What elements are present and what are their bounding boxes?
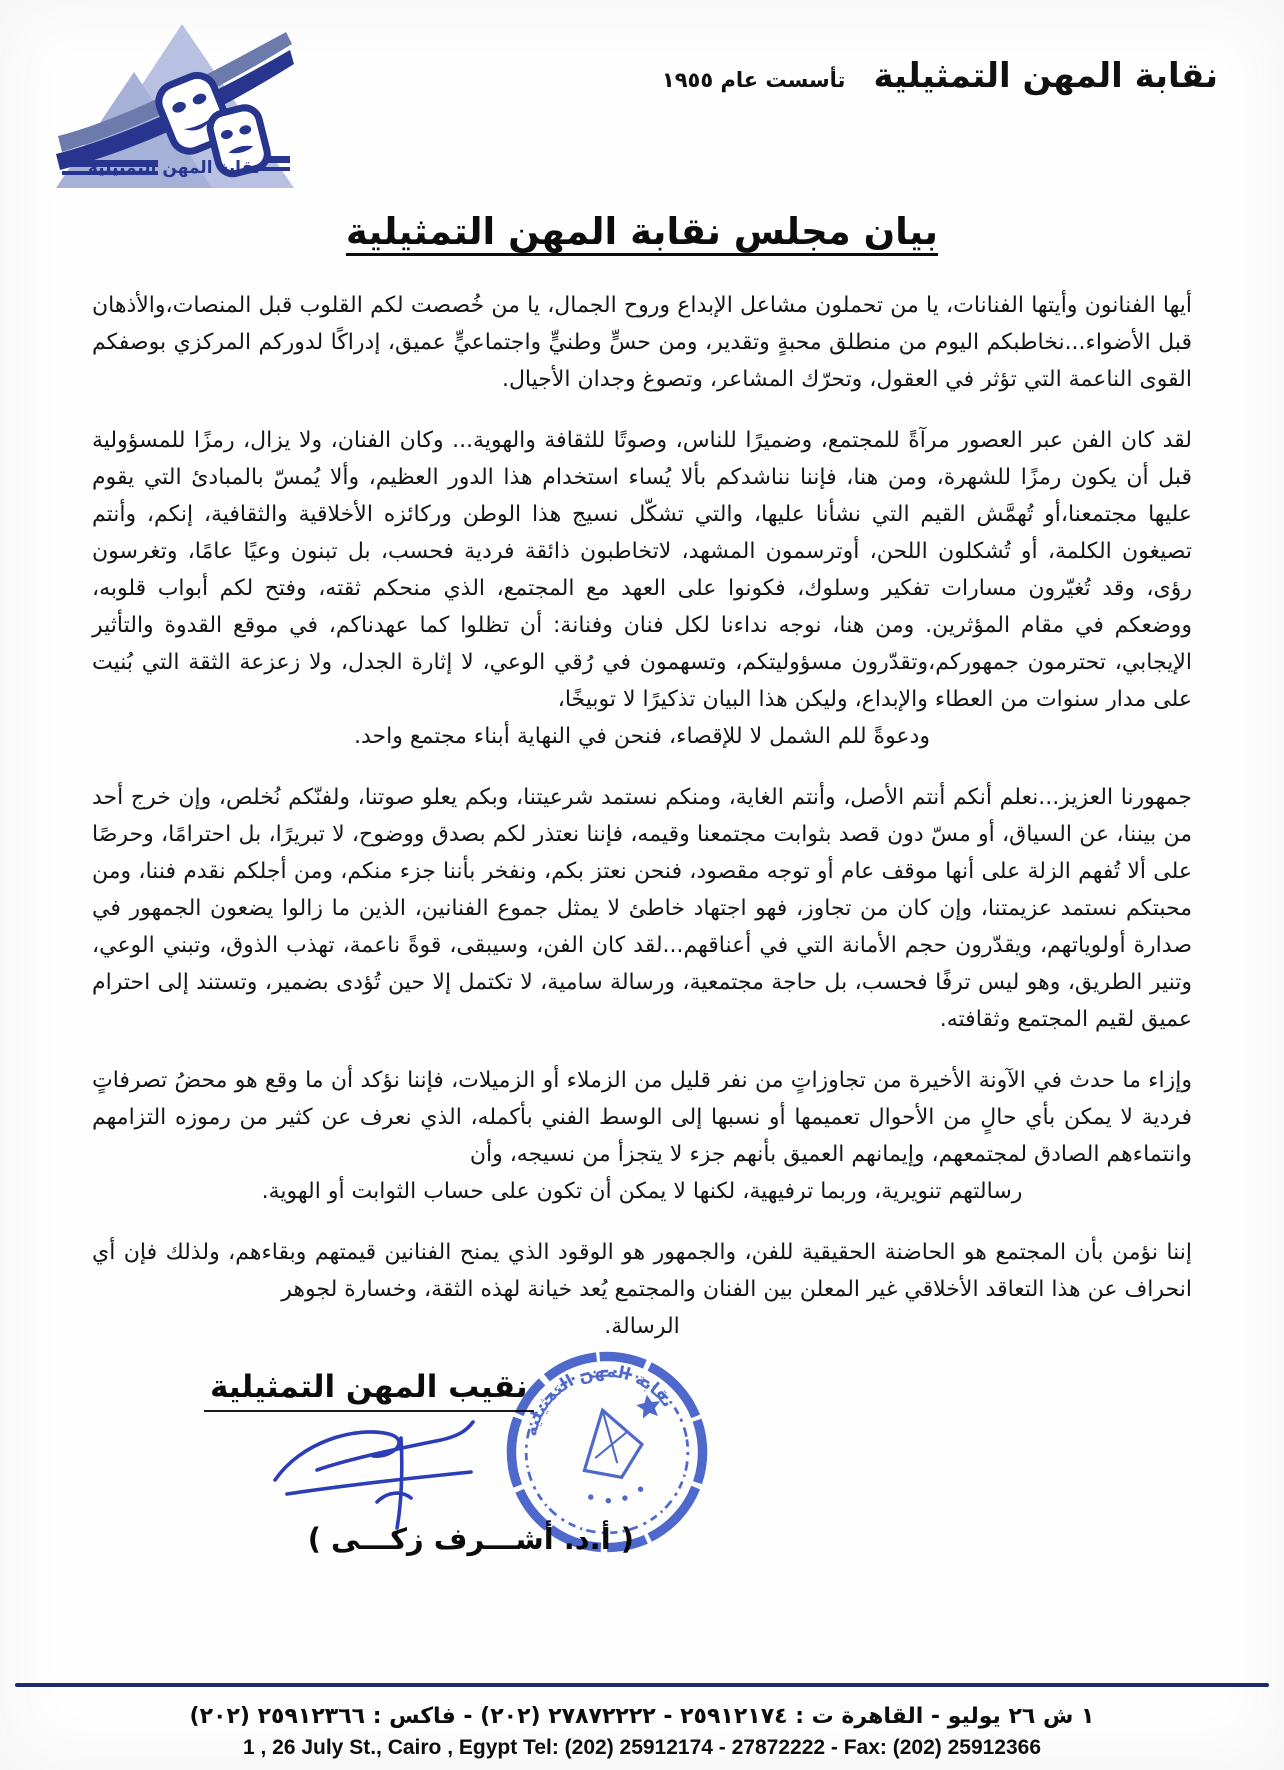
footer-divider — [15, 1683, 1269, 1688]
signature-block — [204, 1360, 864, 1594]
paragraph: أيها الفنانون وأيتها الفنانات، يا من تحملون مشاعل الإبداع وروح الجمال، يا من خُصصت لكم القلوب قبل المنصات،والأذهان قبل الأضواء...نخاطبكم اليوم من منطلق محبةٍ وتقدير، ومن حسٍّ وطنيٍّ واجتماعيٍّ عميق، إدراكًا لدوركم المركزي بوصفكم القوى الناعمة التي تؤثر في العقول، وتحرّك المشاعر، وتصوغ وجدان الأجيال. — [92, 293, 1192, 392]
footer-contact-arabic: ١ ش ٢٦ يوليو - القاهرة ت : ٢٥٩١٢١٧٤ - ٢٧٨٧٢٢٢٢ (٢٠٢) - فاكس : ٢٥٩١٢٣٦٦ (٢٠٢) — [189, 1704, 1095, 1729]
paragraph: وإزاء ما حدث في الآونة الأخيرة من تجاوزاتٍ من نفر قليل من الزملاء أو الزميلات، فإننا نؤكد أن ما وقع هو محضُ تصرفاتٍ فردية لا يمكن بأي حالٍ من الأحوال تعميمها أو نسبها إلى الوسط الفني بأكمله، الذي نعرف عن كثير من رموزه التزامهم وانتماءهم الصادق لمجتمعهم، وإيمانهم العميق بأنهم جزء لا يتجزأ من نسيجه، وأن رسالتهم تنويرية، وربما ترفيهية، لكنها لا يمكن أن تكون على حساب الثوابت أو الهوية. — [92, 1062, 1192, 1210]
signer-role: نقيب المهن التمثيلية — [204, 1369, 534, 1412]
founded-year: تأسست عام ١٩٥٥ — [661, 68, 846, 92]
paragraph: جمهورنا العزيز...نعلم أنكم أنتم الأصل، وأنتم الغاية، ومنكم نستمد شرعيتنا، وبكم يعلو صوتنا، ولفنّكم نُخلص، وإن خرج أحد من بيننا، عن السياق، أو مسّ دون قصد بثوابت مجتمعنا وقيمه، فإننا نعتذر لكم بصدق ووضوح، لا تبريرًا، بل احترامًا، وحرصًا على ألا تُفهم الزلة على أنها موقف عام أو توجه مقصود، فنحن نعتز بكم، ونفخر بأننا جزء منكم، ومن أجلكم نقدم فننا، ومن محبتكم نستمد عزيمتنا، وإن كان من تجاوز، فهو اجتهاد خاطئ لا يمثل جموع الفنانين، الذين ما زالوا يضعون الجمهور في صدارة أولوياتهم، ويقدّرون حجم الأمانة التي في أعناقهم...لقد كان الفن، وسيبقى، قوةً ناعمة، تهذب الذوق، وتبني الوعي، وتنير الطريق، وهو ليس ترفًا فحسب، بل حاجة مجتمعية، ورسالة سامية، لا تكتمل إلا حين تُؤدى بضمير، وتستند إلى احترام عميق لقيم المجتمع وثقافته. — [92, 785, 1192, 1032]
signer-name: ( أ.د. أشـــرف زكـــى ) — [307, 1522, 634, 1556]
org-name: نقابة المهن التمثيلية — [873, 56, 1218, 96]
paragraph-closing-line: رسالتهم تنويرية، وربما ترفيهية، لكنها لا يمكن أن تكون على حساب الثوابت أو الهوية. — [261, 1179, 1023, 1204]
statement-body — [92, 287, 1192, 1345]
syndicate-logo — [52, 20, 296, 178]
paragraph-closing-line: الرسالة. — [604, 1314, 680, 1339]
stamp-text: نقابة المهن التمثيلية — [520, 1360, 679, 1438]
paragraph: لقد كان الفن عبر العصور مرآةً للمجتمع، وضميرًا للناس، وصوتًا للثقافة والهوية... وكان الفنان، ولا يزال، رمزًا للمسؤولية قبل أن يكون رمزًا للشهرة، ومن هنا، فإننا نناشدكم بألا يُساء استخدام هذا الدور العظيم، وألا يُمسّ بالمبادئ التي يقوم عليها مجتمعنا،أو تُهمَّش القيم التي نشأنا عليها، والتي تشكّل نسيج هذا الوطن وركائزه الأخلاقية والثقافية، إنكم، وأنتم تصيغون الكلمة، أو تُشكلون اللحن، أوترسمون المشهد، لاتخاطبون ذائقة فردية فحسب، بل تبنون وعيًا عامًا، وتغرسون رؤى، وقد تُغيّرون مسارات تفكير وسلوك، فكونوا على العهد مع المجتمع، الذي منحكم ثقته، وفتح لكم أبواب قلوبه، ووضعكم في مقام المؤثرين. ومن هنا، نوجه نداءنا لكل فنان وفنانة: أن تظلوا كما عهدناكم، في موقع القدوة والتأثير الإيجابي، تحترمون جمهوركم،وتقدّرون مسؤوليتكم، وتسهمون في رُقي الوعي، لا إثارة الجدل، ولا زعزعة الثقة التي بُنيت على مدار سنوات من العطاء والإبداع، وليكن هذا البيان تذكيرًا لا توبيخًا، ودعوةً للم الشمل لا للإقصاء، فنحن في النهاية أبناء مجتمع واحد. — [92, 422, 1192, 755]
paragraph: إننا نؤمن بأن المجتمع هو الحاضنة الحقيقية للفن، والجمهور هو الوقود الذي يمنح الفنانين قيمتهم وبقاءهم، ولذلك فإن أي انحراف عن هذا التعاقد الأخلاقي غير المعلن بين الفنان والمجتمع يُعد خيانة لهذه الثقة، وخسارة لجوهر الرسالة. — [92, 1234, 1192, 1345]
logo-caption: نقابة المهن التمثيلية — [87, 158, 261, 178]
footer — [0, 1683, 1284, 1761]
signature-scribble — [259, 1414, 509, 1532]
paragraph-closing-line: ودعوةً للم الشمل لا للإقصاء، فنحن في النهاية أبناء مجتمع واحد. — [354, 724, 930, 749]
official-stamp — [487, 1332, 727, 1572]
footer-contact-english: 1 , 26 July St., Cairo , Egypt Tel: (202) 25912174 - 27872222 - Fax: (202) 25912366 — [242, 1736, 1042, 1759]
letterhead — [662, 56, 1218, 96]
page-title: بيان مجلس نقابة المهن التمثيلية — [345, 210, 939, 253]
